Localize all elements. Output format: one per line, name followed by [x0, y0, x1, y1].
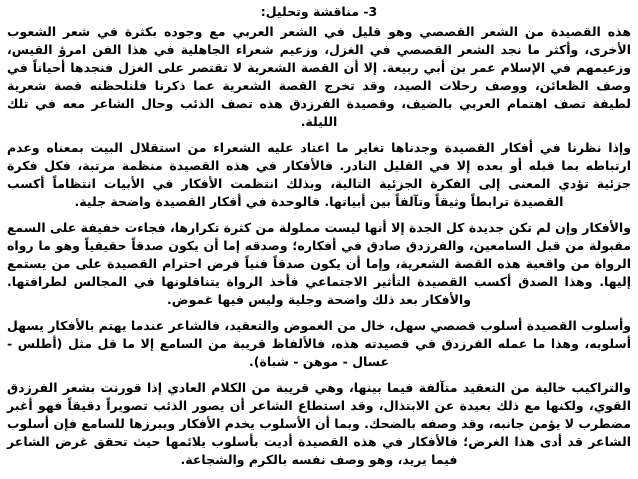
- paragraph-style: وأسلوب القصيدة أسلوب قصصي سهل، خال من الغموض والتعقيد، فالشاعر عندما يهتم بالأفكار يسهل أسلوبه، وهذا ما عمله الفرزدق في قصيدته هذه، فالألفاظ قريبة من السامع إلا ما قل مثل (أطلس - عسال - موهن - شباة).: [7, 318, 631, 369]
- section-heading: 3- مناقشة وتحليل:: [260, 4, 378, 19]
- paragraph-structures: والتراكيب خالية من التعقيد متآلفة فيما بينها، وهي قريبة من الكلام العادي إذا قورنت بشعر الفرزدق القوي، ولكنها مع ذلك بعيدة عن الابتذال، وقد استطاع الشاعر أن يصور الذئب تصويراً دقيقاً فهو أغبر مضطرب لا يؤمن جانبه، وقد وصفه بالضحك. وبما أن الأسلوب يخدم الأفكار ويبرزها للسامع فإن أسلوب الشاعر قد أدى هذا الغرض؛ فالأفكار في هذه القصيدة أديت بأسلوب يلائمها حيث تحقق غرض الشاعر فيما يريد، وهو وصف نفسه بالكرم والشجاعة.: [7, 380, 631, 467]
- paragraph-ideas-sincerity: والأفكار وإن لم تكن جديدة كل الجدة إلا أنها ليست مملولة من كثرة تكرارها، فجاءت خفيفة على السمع مقبولة من قبل السامعين، والفرزدق صادق في أفكاره؛ وصدقه إما أن يكون صدقاً حقيقياً وهو ما رواه الرواة من واقعية هذه القصة الشعرية، وإما أن يكون صدقاً فنياً فرض احترام القصيدة على من يستمع إليها. وهذا الصدق أكسب القصيدة التأثير الاجتماعي فأخذ الرواة يتناقلونها في المجالس لطرافتها. والأفكار بعد ذلك واضحة وجلية وليس فيها غموض.: [7, 220, 631, 307]
- document-page: [7, 2, 631, 469]
- paragraph-ideas-unity: وإذا نظرنا في أفكار القصيدة وجدناها تغاير ما اعتاد عليه الشعراء من استقلال البيت بمعناه وعدم ارتباطه بما قبله أو بعده إلا في القليل النادر. فالأفكار في هذه القصيدة منظمة مرتبة، فكل فكرة جزئية تؤدي المعنى إلى الفكرة الجزئية التالية، وبذلك انتظمت الأفكار في الأبيات انتظاماً أكسب القصيدة ترابطاً وثيقاً وتآلفاً بين أبياتها. فالوحدة في أفكار القصيدة واضحة جلية.: [7, 140, 631, 209]
- paragraph-story-poetry: هذه القصيدة من الشعر القصصي وهو قليل في الشعر العربي مع وجوده بكثرة في شعر الشعوب الأخرى، وأكثر ما نجد الشعر القصصي في الغزل، وزعيم شعراء الجاهلية في هذا الفن امرؤ القيس، وزعيمهم في الإسلام عمر بن أبي ربيعة. إلا أن القصة الشعرية لا تقتصر على الغزل فنجدها أحياناً في وصف الظعائن، ووصف رحلات الصيد، وقد تخرج القصة الشعرية عما ذكرنا فلنلحظنه قصة شعرية لطيفة تصف اهتمام العربي بالضيف، وقصيدة الفرزدق هذه تصف الذئب وحال الشاعر معه في تلك الليلة.: [7, 24, 631, 129]
